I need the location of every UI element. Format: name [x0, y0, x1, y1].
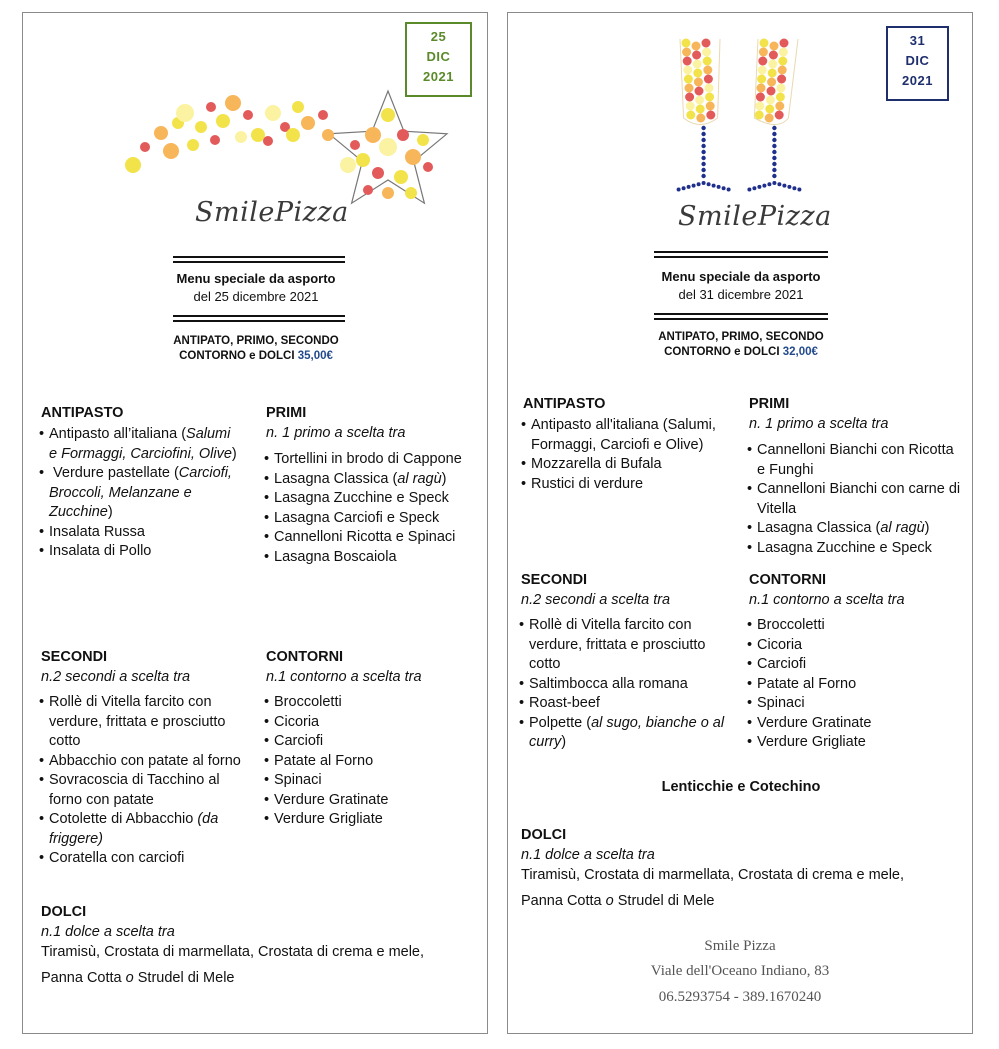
list-item: • Abbacchio con patate al forno — [39, 752, 249, 772]
confetti-dot — [394, 170, 408, 184]
confetti-dot — [423, 162, 433, 172]
list-item: • Insalata di Pollo — [39, 542, 239, 562]
bubble-dot — [703, 57, 712, 66]
list-item: • Sovracoscia di Tacchino al forno con patate — [39, 771, 249, 810]
bubble-dot — [756, 93, 765, 102]
stem-dot — [772, 150, 776, 154]
list-item: • Coratella con carciofi — [39, 849, 249, 869]
primi-heading: PRIMI — [266, 405, 307, 421]
bubble-dot — [705, 84, 714, 93]
confetti-dot — [187, 139, 199, 151]
list-item: • Lasagna Zucchine e Speck — [747, 539, 962, 559]
dolci-heading: DOLCI — [41, 904, 87, 920]
base-dot — [772, 181, 776, 185]
base-dot — [767, 182, 771, 186]
list-item: • Roast-beef — [519, 694, 734, 714]
base-dot — [752, 186, 756, 190]
bubble-dot — [768, 69, 777, 78]
menu-card-25-dic — [22, 12, 488, 1034]
confetti-dot — [176, 104, 194, 122]
stem-dot — [701, 126, 705, 130]
date-day: 31 — [909, 33, 926, 48]
bubble-dot — [778, 57, 787, 66]
bubble-dot — [685, 93, 694, 102]
list-item: • Polpette (al sugo, bianche o al curry) — [519, 714, 734, 753]
formula-line-2: CONTORNO e DOLCI — [664, 346, 780, 358]
base-dot — [792, 186, 796, 190]
base-dot — [717, 185, 721, 189]
list-item: • Lasagna Classica (al ragù) — [747, 519, 962, 539]
list-item: • Carciofi — [264, 732, 474, 752]
divider — [654, 251, 828, 253]
dolci-note: n.1 dolce a scelta tra — [521, 847, 655, 863]
confetti-dot — [356, 153, 370, 167]
contorni-list — [264, 693, 474, 830]
bubble-dot — [684, 75, 693, 84]
stem-dot — [701, 132, 705, 136]
list-item: • Cannelloni Bianchi con Ricotta e Funghi — [747, 441, 962, 480]
bubble-dot — [704, 75, 713, 84]
stem-dot — [772, 126, 776, 130]
bubble-dot — [696, 114, 705, 123]
bubble-dot — [692, 51, 701, 60]
secondi-note: n.2 secondi a scelta tra — [41, 669, 191, 685]
stem-dot — [701, 168, 705, 172]
champagne-glasses-icon — [658, 23, 828, 203]
confetti-dot — [163, 143, 179, 159]
bubble-dot — [685, 84, 694, 93]
bubble-dot — [765, 114, 774, 123]
dolci-line-1: Tiramisù, Crostata di marmellata, Crostata di crema e mele, — [41, 944, 425, 960]
dolci-line-2: Panna Cotta o Strudel di Mele — [521, 893, 715, 909]
menu-title: Menu speciale da asporto — [661, 269, 821, 284]
bubble-dot — [706, 111, 715, 120]
confetti-dot — [405, 187, 417, 199]
bubble-dot — [757, 84, 766, 93]
dolci-line-2: Panna Cotta o Strudel di Mele — [41, 970, 235, 986]
bubble-dot — [776, 93, 785, 102]
secondi-heading: SECONDI — [521, 572, 588, 588]
confetti-dot — [216, 114, 230, 128]
primi-note: n. 1 primo a scelta tra — [749, 416, 889, 432]
formula-line-1: ANTIPATO, PRIMO, SECONDO — [658, 331, 824, 343]
bubble-dot — [775, 111, 784, 120]
bubble-dot — [696, 105, 705, 114]
confetti-dot — [140, 142, 150, 152]
bubble-dot — [705, 93, 714, 102]
menu-price: 32,00€ — [782, 346, 818, 358]
base-dot — [757, 185, 761, 189]
antipasto-heading: ANTIPASTO — [523, 396, 606, 412]
list-item: • Tortellini in brodo di Cappone — [264, 450, 479, 470]
confetti-dot — [235, 131, 247, 143]
list-item: • Mozzarella di Bufala — [521, 455, 736, 475]
bubble-dot — [693, 60, 702, 69]
confetti-dot — [251, 128, 265, 142]
date-badge — [886, 26, 949, 101]
contact-address: Viale dell'Oceano Indiano, 83 — [650, 963, 830, 979]
bubble-dot — [775, 102, 784, 111]
bubble-dot — [767, 87, 776, 96]
date-month: DIC — [426, 49, 451, 64]
list-item: • Patate al Forno — [264, 752, 474, 772]
confetti-dot — [372, 167, 384, 179]
dolci-note: n.1 dolce a scelta tra — [41, 924, 175, 940]
confetti-dot — [286, 128, 300, 142]
stem-dot — [772, 138, 776, 142]
bubble-dot — [702, 39, 711, 48]
bubble-dot — [777, 75, 786, 84]
divider — [654, 256, 828, 258]
confetti-dot — [263, 136, 273, 146]
base-dot — [687, 185, 691, 189]
primi-note: n. 1 primo a scelta tra — [266, 425, 406, 441]
bubble-dot — [757, 75, 766, 84]
formula-line-1: ANTIPATO, PRIMO, SECONDO — [173, 335, 339, 347]
primi-heading: PRIMI — [749, 396, 790, 412]
bubble-dot — [769, 51, 778, 60]
date-year: 2021 — [902, 73, 933, 88]
list-item: • Lasagna Boscaiola — [264, 548, 479, 568]
list-item: • Cicoria — [264, 713, 474, 733]
base-dot — [777, 182, 781, 186]
bubble-dot — [693, 69, 702, 78]
list-item: • Antipasto all’italiana (Salumi e Formaggi, Carciofini, Olive) — [39, 425, 239, 464]
dolci-line-1: Tiramisù, Crostata di marmellata, Crostata di crema e mele, — [521, 867, 905, 883]
confetti-dot — [382, 187, 394, 199]
stem-dot — [701, 174, 705, 178]
secondi-list — [39, 693, 249, 869]
stem-dot — [772, 168, 776, 172]
bubble-dot — [770, 42, 779, 51]
bubble-dot — [695, 96, 704, 105]
base-dot — [702, 181, 706, 185]
confetti-dot — [243, 110, 253, 120]
list-item: • Cicoria — [747, 636, 962, 656]
menu-subtitle: del 25 dicembre 2021 — [193, 289, 319, 304]
special-dish: Lenticchie e Cotechino — [661, 779, 821, 795]
list-item: • Rollè di Vitella farcito con verdure, frittata e prosciutto cotto — [519, 616, 734, 675]
date-month: DIC — [905, 53, 930, 68]
stem-dot — [772, 156, 776, 160]
base-dot — [707, 182, 711, 186]
list-item: • Spinaci — [264, 771, 474, 791]
bubble-dot — [760, 39, 769, 48]
base-dot — [787, 185, 791, 189]
confetti-dot — [363, 185, 373, 195]
confetti-dot — [417, 134, 429, 146]
secondi-note: n.2 secondi a scelta tra — [521, 592, 671, 608]
divider — [654, 313, 828, 315]
list-item: • Insalata Russa — [39, 523, 239, 543]
formula-line-2: CONTORNO e DOLCI — [179, 350, 295, 362]
contact-phones: 06.5293754 - 389.1670240 — [658, 989, 822, 1005]
confetti-dot — [379, 138, 397, 156]
confetti-dot — [206, 102, 216, 112]
bubble-dot — [755, 111, 764, 120]
menu-subtitle: del 31 dicembre 2021 — [678, 287, 804, 302]
list-item: • Patate al Forno — [747, 675, 962, 695]
base-dot — [682, 186, 686, 190]
stem-dot — [701, 138, 705, 142]
contorni-list — [747, 616, 962, 753]
list-item: • Verdure Grigliate — [747, 733, 962, 753]
bubble-dot — [777, 84, 786, 93]
contorni-note: n.1 contorno a scelta tra — [749, 592, 905, 608]
stem-dot — [701, 144, 705, 148]
bubble-dot — [682, 48, 691, 57]
list-item: • Broccoletti — [264, 693, 474, 713]
date-day: 25 — [430, 29, 447, 44]
divider — [173, 320, 345, 322]
base-dot — [697, 182, 701, 186]
bubble-dot — [780, 39, 789, 48]
bubble-dot — [686, 111, 695, 120]
stem-dot — [772, 144, 776, 148]
list-item: • Lasagna Carciofi e Speck — [264, 509, 479, 529]
menu-title: Menu speciale da asporto — [176, 271, 336, 286]
antipasto-list — [521, 416, 736, 494]
list-item: • Verdure pastellate (Carciofi, Broccoli, Melanzane e Zucchine) — [39, 464, 239, 523]
bubble-dot — [755, 102, 764, 111]
bubble-dot — [686, 102, 695, 111]
bubble-dot — [695, 87, 704, 96]
bubble-dot — [692, 42, 701, 51]
base-dot — [727, 188, 731, 192]
divider — [173, 315, 345, 317]
brand-logo: SmilePizza — [678, 201, 832, 232]
divider — [173, 261, 345, 263]
bubble-dot — [682, 39, 691, 48]
confetti-dot — [265, 105, 281, 121]
list-item: • Verdure Gratinate — [747, 714, 962, 734]
base-dot — [692, 184, 696, 188]
stem-dot — [772, 132, 776, 136]
primi-list — [747, 441, 962, 558]
base-dot — [797, 188, 801, 192]
confetti-dot — [210, 135, 220, 145]
bubble-dot — [683, 66, 692, 75]
base-dot — [747, 188, 751, 192]
bubble-dot — [767, 78, 776, 87]
confetti-dot — [365, 127, 381, 143]
bubble-dot — [703, 66, 712, 75]
stem-dot — [772, 162, 776, 166]
confetti-dot — [195, 121, 207, 133]
bubble-dot — [778, 66, 787, 75]
menu-card-31-dic — [507, 12, 973, 1034]
list-item: • Antipasto all'italiana (Salumi, Formaggi, Carciofi e Olive) — [521, 416, 736, 455]
stem-dot — [701, 162, 705, 166]
confetti-dot — [125, 157, 141, 173]
bubble-dot — [706, 102, 715, 111]
base-dot — [782, 184, 786, 188]
confetti-dot — [292, 101, 304, 113]
base-dot — [712, 184, 716, 188]
list-item: • Cannelloni Ricotta e Spinaci — [264, 528, 479, 548]
stem-dot — [701, 156, 705, 160]
antipasto-list — [39, 425, 239, 562]
list-item: • Spinaci — [747, 694, 962, 714]
antipasto-heading: ANTIPASTO — [41, 405, 124, 421]
list-item: • Carciofi — [747, 655, 962, 675]
confetti-dot — [154, 126, 168, 140]
list-item: • Cannelloni Bianchi con carne di Vitella — [747, 480, 962, 519]
confetti-dot — [350, 140, 360, 150]
confetti-dot — [318, 110, 328, 120]
brand-logo: SmilePizza — [195, 197, 349, 228]
divider — [173, 256, 345, 258]
contact-name: Smile Pizza — [704, 938, 776, 954]
base-dot — [762, 184, 766, 188]
secondi-heading: SECONDI — [41, 649, 108, 665]
primi-list — [264, 450, 479, 567]
base-dot — [722, 186, 726, 190]
list-item: • Cotolette di Abbacchio (da friggere) — [39, 810, 249, 849]
bubble-dot — [758, 66, 767, 75]
confetti-dot — [225, 95, 241, 111]
bubble-dot — [765, 105, 774, 114]
secondi-list — [519, 616, 734, 753]
stem-dot — [772, 174, 776, 178]
bubble-dot — [694, 78, 703, 87]
bubble-dot — [758, 57, 767, 66]
confetti-dot — [322, 129, 334, 141]
divider — [654, 318, 828, 320]
bubble-dot — [702, 48, 711, 57]
bubble-dot — [759, 48, 768, 57]
confetti-dot — [405, 149, 421, 165]
list-item: • Verdure Gratinate — [264, 791, 474, 811]
date-year: 2021 — [423, 69, 454, 84]
list-item: • Rustici di verdure — [521, 475, 736, 495]
list-item: • Broccoletti — [747, 616, 962, 636]
confetti-dot — [301, 116, 315, 130]
confetti-dot — [340, 157, 356, 173]
list-item: • Lasagna Zucchine e Speck — [264, 489, 479, 509]
confetti-dot — [397, 129, 409, 141]
contorni-heading: CONTORNI — [266, 649, 344, 665]
list-item: • Rollè di Vitella farcito con verdure, frittata e prosciutto cotto — [39, 693, 249, 752]
dolci-heading: DOLCI — [521, 827, 567, 843]
list-item: • Saltimbocca alla romana — [519, 675, 734, 695]
stem-dot — [701, 150, 705, 154]
bubble-dot — [683, 57, 692, 66]
bubble-dot — [779, 48, 788, 57]
confetti-dot — [381, 108, 395, 122]
list-item: • Lasagna Classica (al ragù) — [264, 470, 479, 490]
menu-price: 35,00€ — [297, 350, 333, 362]
contorni-heading: CONTORNI — [749, 572, 827, 588]
list-item: • Verdure Grigliate — [264, 810, 474, 830]
contorni-note: n.1 contorno a scelta tra — [266, 669, 422, 685]
bubble-dot — [766, 96, 775, 105]
base-dot — [677, 188, 681, 192]
bubble-dot — [768, 60, 777, 69]
